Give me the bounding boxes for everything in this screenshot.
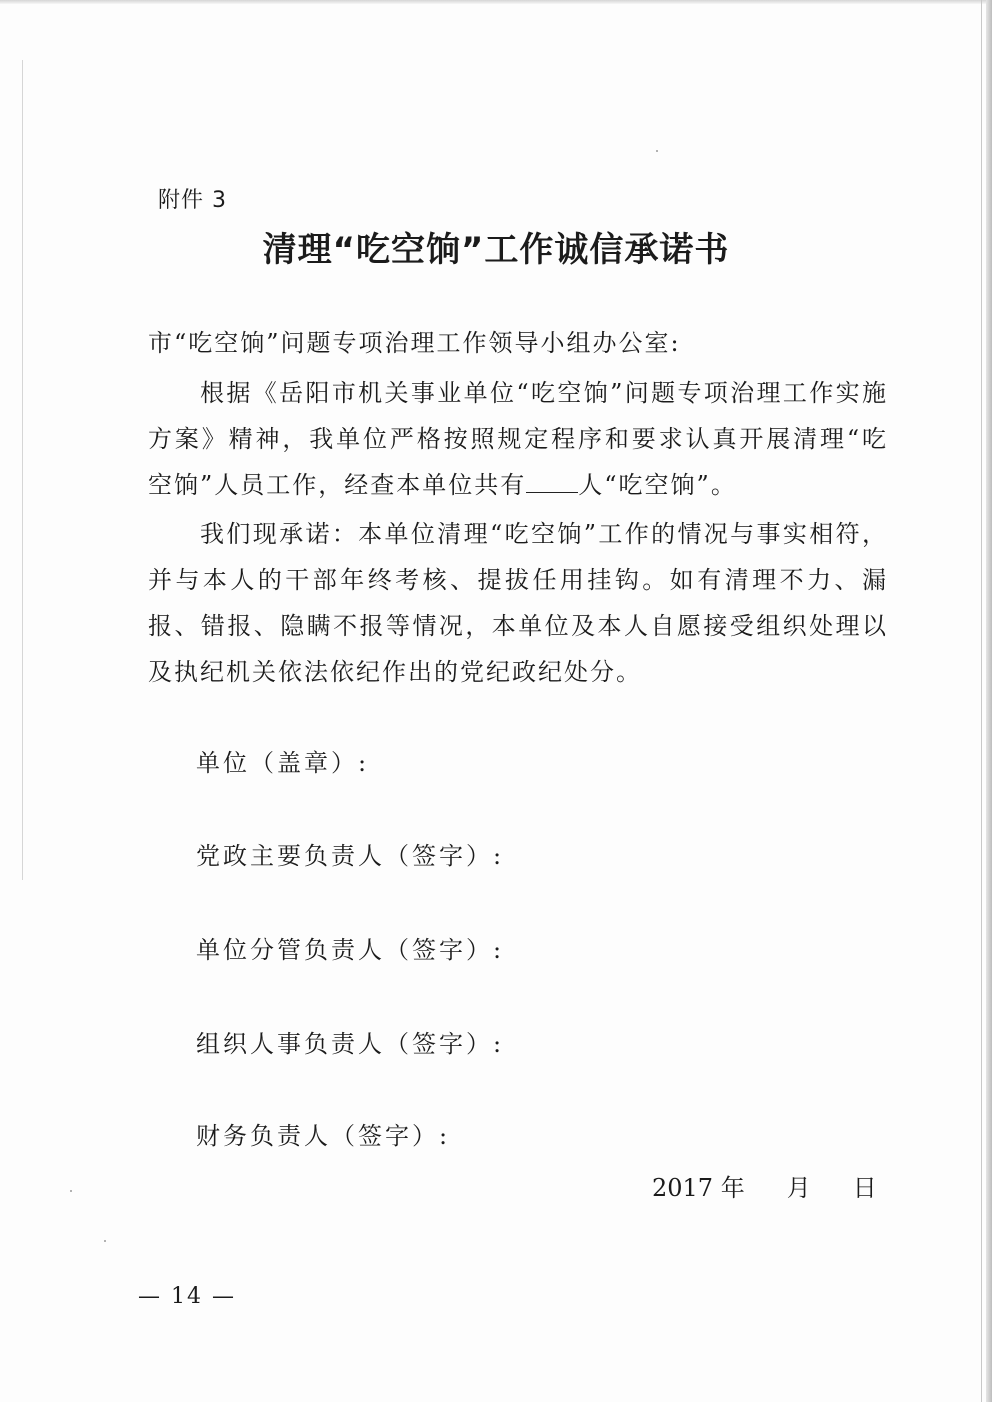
paragraph-1-text: 根据《岳阳市机关事业单位“吃空饷”问题专项治理工作实施方案》精神，我单位严格按照规定程序和要求认真开展清理“吃空饷”人员工作，经查本单位共有: [148, 379, 888, 499]
unit-seal-line: 单位（盖章）:: [196, 749, 370, 777]
unit-in-charge-signature-line: 单位分管负责人（签字）:: [196, 936, 505, 964]
page-number: — 14 —: [138, 1284, 236, 1309]
scan-top-edge: [0, 0, 992, 4]
date-year: 2017 年: [652, 1174, 745, 1202]
count-blank-field: [526, 470, 578, 493]
date-line: [652, 1168, 877, 1203]
paragraph-2: 我们现承诺：本单位清理“吃空饷”工作的情况与事实相符，并与本人的干部年终考核、提拔任用挂钩。如有清理不力、漏报、错报、隐瞒不报等情况，本单位及本人自愿接受组织处理以及执纪机关依法依纪作出的党纪政纪处分。: [148, 520, 888, 686]
scan-speck: [656, 150, 658, 152]
scan-right-edge: [986, 0, 992, 1402]
scan-speck: [70, 1190, 72, 1192]
scan-right-line: [981, 0, 982, 1402]
addressee: 市“吃空饷”问题专项治理工作领导小组办公室:: [148, 329, 681, 357]
hr-leader-signature-line: 组织人事负责人（签字）:: [196, 1030, 505, 1058]
date-month: 月: [786, 1174, 811, 1202]
attachment-label: 附件 3: [158, 188, 227, 213]
party-leader-signature-line: 党政主要负责人（签字）:: [196, 842, 505, 870]
scan-left-line: [22, 60, 23, 880]
paragraph-1-tail: 人“吃空饷”。: [578, 471, 737, 499]
scan-speck: [104, 1240, 106, 1242]
document-title: 清理“吃空饷”工作诚信承诺书: [262, 230, 730, 270]
finance-leader-signature-line: 财务负责人（签字）:: [196, 1122, 451, 1150]
date-day: 日: [852, 1174, 877, 1202]
paragraph-1: [148, 370, 888, 508]
